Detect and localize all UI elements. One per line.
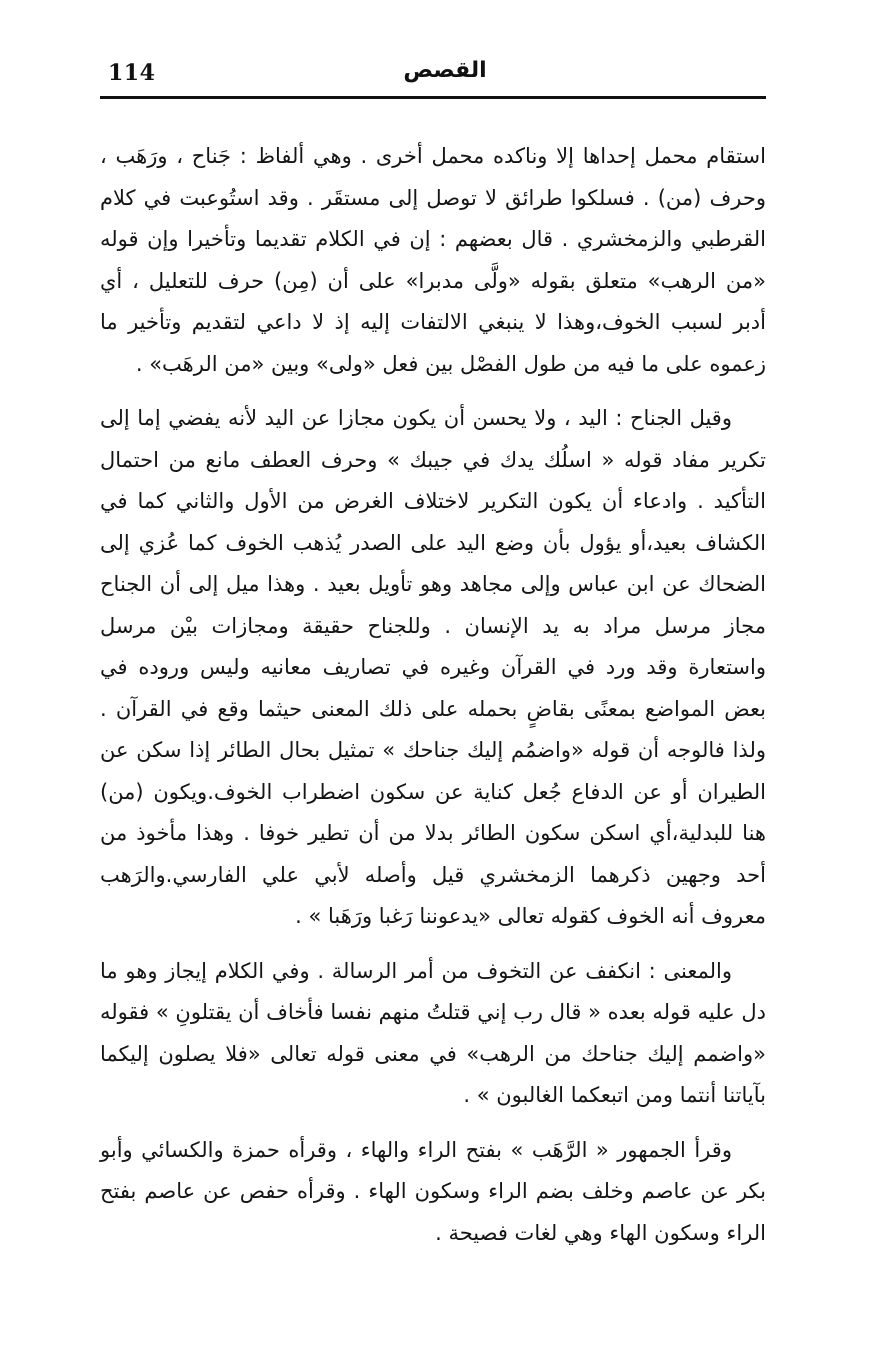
paragraph-2: وقيل الجناح : اليد ، ولا يحسن أن يكون مجازا عن اليد لأنه يفضي إما إلى تكرير مفاد قوله « اسلُك يدك في جيبك » وحرف العطف مانع من احتمال التأكيد . وادعاء أن يكون التكرير لاختلاف الغرض من الأول والثاني كما في الكشاف بعيد،أو يؤول بأن وضع اليد على الصدر يُذهب الخوف كما عُزي إلى الضحاك عن ابن عباس وإلى مجاهد وهو تأويل بعيد . وهذا ميل إلى أن الجناح مجاز مرسل مراد به يد الإنسان . وللجناح حقيقة ومجازات بيْن مرسل واستعارة وقد ورد في القرآن وغيره في تصاريف معانيه وليس وروده في بعض المواضع بمعنًى بقاضٍ بحمله على ذلك المعنى حيثما وقع في القرآن . ولذا فالوجه أن قوله «واضمُم إليك جناحك » تمثيل بحال الطائر إذا سكن عن الطيران أو عن الدفاع جُعل كناية عن سكون اضطراب الخوف.ويكون (من) هنا للبدلية،أي اسكن سكون الطائر بدلا من أن تطير خوفا . وهذا مأخوذ من أحد وجهين ذكرهما الزمخشري قيل وأصله لأبي علي الفارسي.والرَهب معروف أنه الخوف كقوله تعالى «يدعوننا رَغبا ورَهَبا » . [100, 406, 766, 928]
paragraph-1: استقام محمل إحداها إلا وناكده محمل أخرى . وهي ألفاظ : جَناح ، ورَهَب ، وحرف (من) . فسلكوا طرائق لا توصل إلى مستقَر . وقد استُوعبت في كلام القرطبي والزمخشري . قال بعضهم : إن في الكلام تقديما وتأخيرا وإن قوله «من الرهب» متعلق بقوله «ولَّى مدبرا» على أن (مِن) حرف للتعليل ، أي أدبر لسبب الخوف،وهذا لا ينبغي الالتفات إليه إذ لا داعي لتقديم وتأخير ما زعموه على ما فيه من طول الفصْل بين فعل «ولى» وبين «من الرهَب» . [100, 144, 766, 376]
page-header [100, 56, 766, 96]
header-rule [100, 96, 766, 99]
surah-title: القصص [403, 58, 487, 83]
paragraph-3: والمعنى : انكفف عن التخوف من أمر الرسالة . وفي الكلام إيجاز وهو ما دل عليه قوله بعده « قال رب إني قتلتُ منهم نفسا فأخاف أن يقتلونِ » فقوله «واضمم إليك جناحك من الرهب» في معنى قوله تعالى «فلا يصلون إليكما بآياتنا أنتما ومن اتبعكما الغالبون » . [100, 958, 766, 1107]
paragraph-4: وقرأ الجمهور « الرَّهَب » بفتح الراء والهاء ، وقرأه حمزة والكسائي وأبو بكر عن عاصم وخلف بضم الراء وسكون الهاء . وقرأه حفص عن عاصم بفتح الراء وسكون الهاء وهي لغات فصيحة . [100, 1137, 766, 1245]
page-number: 114 [108, 60, 156, 86]
text-body [100, 136, 766, 1267]
